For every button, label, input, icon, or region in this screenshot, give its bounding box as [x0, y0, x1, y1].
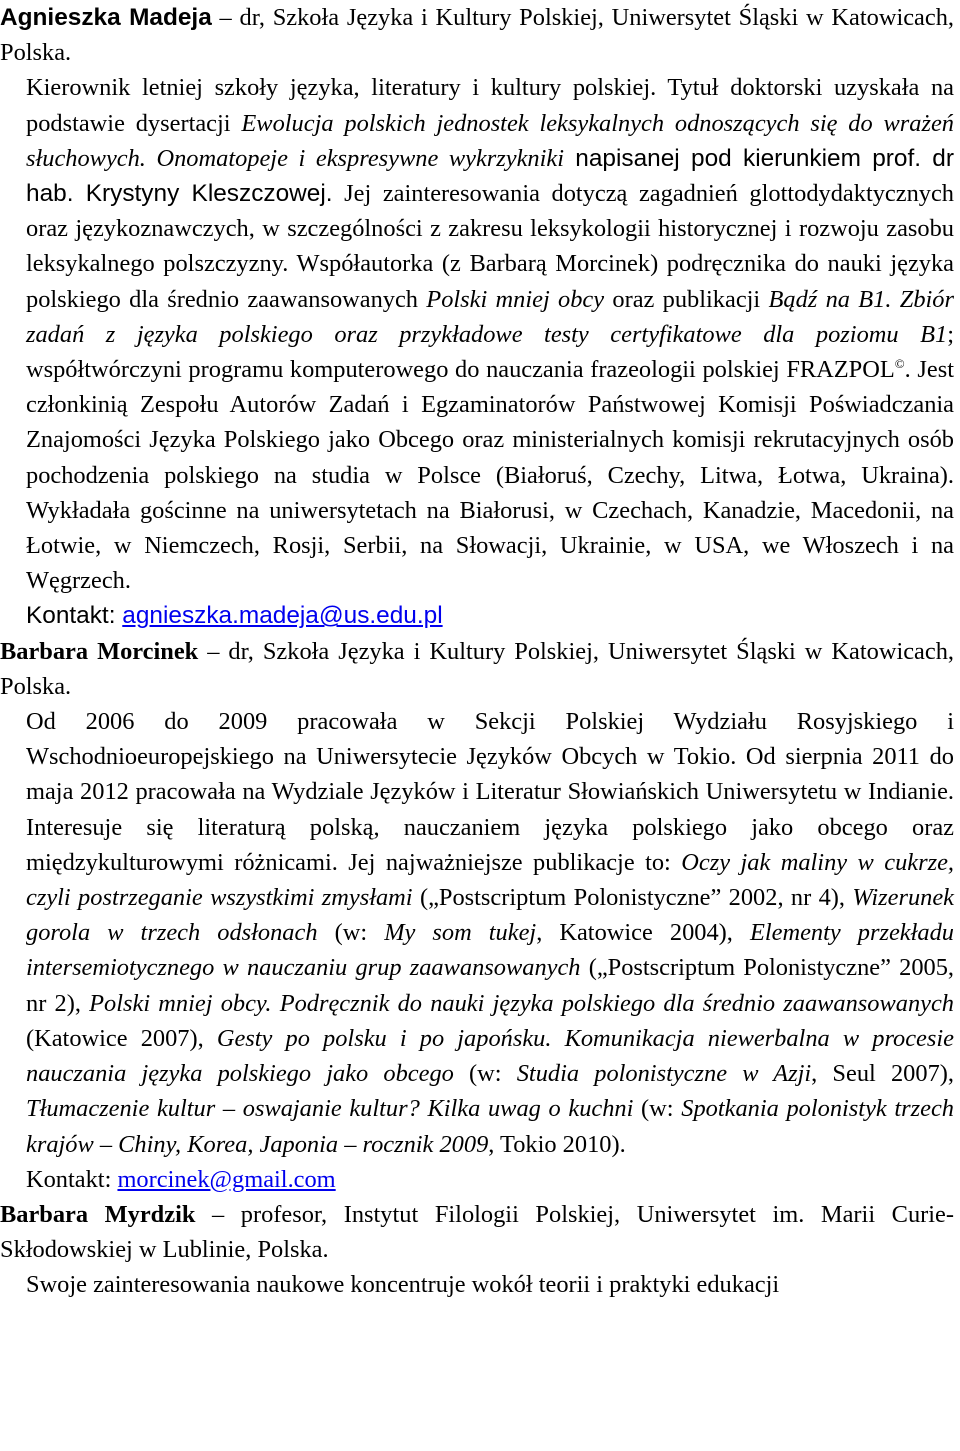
bio-heading	[0, 1197, 954, 1267]
contact-line	[0, 1162, 954, 1197]
person-name: Barbara Morcinek	[0, 637, 199, 665]
bio-text: (Katowice 2007),	[26, 1024, 217, 1052]
bio-text: Kierownik letniej szkoły języka, literatury i kultury polskiej. Tytuł doktorski uzyskała na podstawie dysertacji	[26, 74, 954, 137]
publication-title: My som tukej	[384, 919, 537, 947]
bio-heading	[0, 634, 954, 704]
bio-text: , Tokio 2010).	[488, 1130, 626, 1158]
bio-barbara-myrdzik	[0, 1197, 954, 1303]
email-link[interactable]: agnieszka.madeja@us.edu.pl	[122, 602, 443, 630]
affiliation: – dr, Szkoła Języka i Kultury Polskiej, Uniwersytet Śląski w Katowicach, Polska.	[0, 4, 954, 67]
bio-text: („Postscriptum Polonistyczne” 2002, nr 4),	[412, 884, 853, 912]
bio-text: Od 2006 do 2009 pracowała w Sekcji Polskiej Wydziału Rosyjskiego i Wschodnioeuropejskiego na Uniwersytecie Języków Obcych w Tokio. Od sierpnia 2011 do maja 2012 pracowała na Wydziale Języków i Literatur Słowiańskich Uniwersytetu w Indianie. Interesuje się literaturą polską, nauczaniem języka polskiego jako obcego oraz międzykulturowymi różnicami. Jej najważniejsze publikacje to:	[26, 708, 954, 876]
email-link[interactable]: morcinek@gmail.com	[117, 1165, 336, 1193]
publication-title: Wizerunek gorola w trzech odsłonach	[26, 884, 954, 947]
person-name: Barbara Myrdzik	[0, 1200, 196, 1228]
bio-text: („Postscriptum Polonistyczne” 2005, nr 2),	[26, 954, 955, 1017]
publication-title: Elementy przekładu intersemiotycznego w nauczaniu grup zaawansowanych	[26, 919, 954, 982]
contact-label: Kontakt:	[26, 602, 123, 630]
bio-text: oraz publikacji	[604, 285, 769, 313]
publication-title: Polski mniej obcy. Podręcznik do nauki języka polskiego dla średnio zaawansowanych	[89, 989, 954, 1017]
person-name: Agnieszka Madeja	[0, 4, 212, 31]
bio-text: (w:	[317, 919, 385, 947]
bio-text: , Seul 2007),	[811, 1060, 954, 1088]
bio-text: , Katowice 2004),	[536, 919, 750, 947]
book-title: Polski mniej obcy	[426, 285, 605, 313]
thesis-title: Ewolucja polskich jednostek leksykalnych odnoszących się do wrażeń słuchowych. Onomatopeje i ekspresywne wykrzykniki	[26, 109, 954, 172]
bio-text: Swoje zainteresowania naukowe koncentruje wokół teorii i praktyki edukacji	[26, 1271, 780, 1299]
bio-paragraph	[0, 1267, 954, 1302]
copyright-mark: ©	[894, 355, 905, 371]
bio-paragraph	[0, 704, 954, 1162]
contact-line	[0, 598, 954, 633]
bio-agnieszka-madeja	[0, 0, 954, 634]
bio-text: Jej zainteresowania dotyczą zagadnień glottodydaktycznych oraz językoznawczych, w szczególności z zakresu leksykologii historycznej i rozwoju zasobu leksykalnego polszczyzny. Współautorka (z Barbarą Morcinek) podręcznika do nauki języka polskiego dla średnio zaawansowanych	[26, 180, 954, 313]
bio-text: (w:	[453, 1060, 517, 1088]
publication-title: Oczy jak maliny w cukrze, czyli postrzeganie wszystkimi zmysłami	[26, 848, 955, 912]
bio-text: ; współtwórczyni programu komputerowego do nauczania frazeologii polskiej FRAZPOL	[26, 320, 954, 384]
bio-text: . Jest członkinią Zespołu Autorów Zadań i Egzaminatorów Państwowej Komisji Poświadczania Znajomości Języka Polskiego jako Obcego oraz ministerialnych komisji rekrutacyjnych osób pochodzenia polskiego na studia w Polsce (Białoruś, Czechy, Litwa, Łotwa, Ukraina). Wykładała gościnne na uniwersytetach na Białorusi, w Czechach, Kanadzie, Macedonii, na Łotwie, w Niemczech, Rosji, Serbii, na Słowacji, Ukrainie, w USA, we Włoszech i na Węgrzech.	[26, 356, 954, 595]
publication-title: Studia polonistyczne w Azji	[516, 1060, 812, 1088]
contact-label: Kontakt:	[26, 1165, 118, 1193]
bio-barbara-morcinek	[0, 634, 954, 1197]
supervisor-text: napisanej pod kierunkiem prof. dr hab. Krystyny Kleszczowej.	[26, 144, 954, 208]
bio-heading	[0, 0, 954, 70]
publication-title: Spotkania polonistyk trzech krajów – Chiny, Korea, Japonia – rocznik 2009	[26, 1095, 955, 1158]
affiliation: – profesor, Instytut Filologii Polskiej, Uniwersytet im. Marii Curie-Skłodowskiej w Lublinie, Polska.	[0, 1200, 954, 1264]
publication-title: Gesty po polsku i po japońsku. Komunikacja niewerbalna w procesie nauczania języka polskiego jako obcego	[26, 1024, 954, 1088]
bio-paragraph	[0, 70, 954, 598]
affiliation: – dr, Szkoła Języka i Kultury Polskiej, Uniwersytet Śląski w Katowicach, Polska.	[0, 637, 954, 700]
bio-text: (w:	[633, 1095, 682, 1123]
book-title: Bądź na B1. Zbiór zadań z języka polskiego oraz przykładowe testy certyfikatowe dla poziomu B1	[26, 285, 954, 348]
publication-title: Tłumaczenie kultur – oswajanie kultur? Kilka uwag o kuchni	[26, 1095, 634, 1123]
